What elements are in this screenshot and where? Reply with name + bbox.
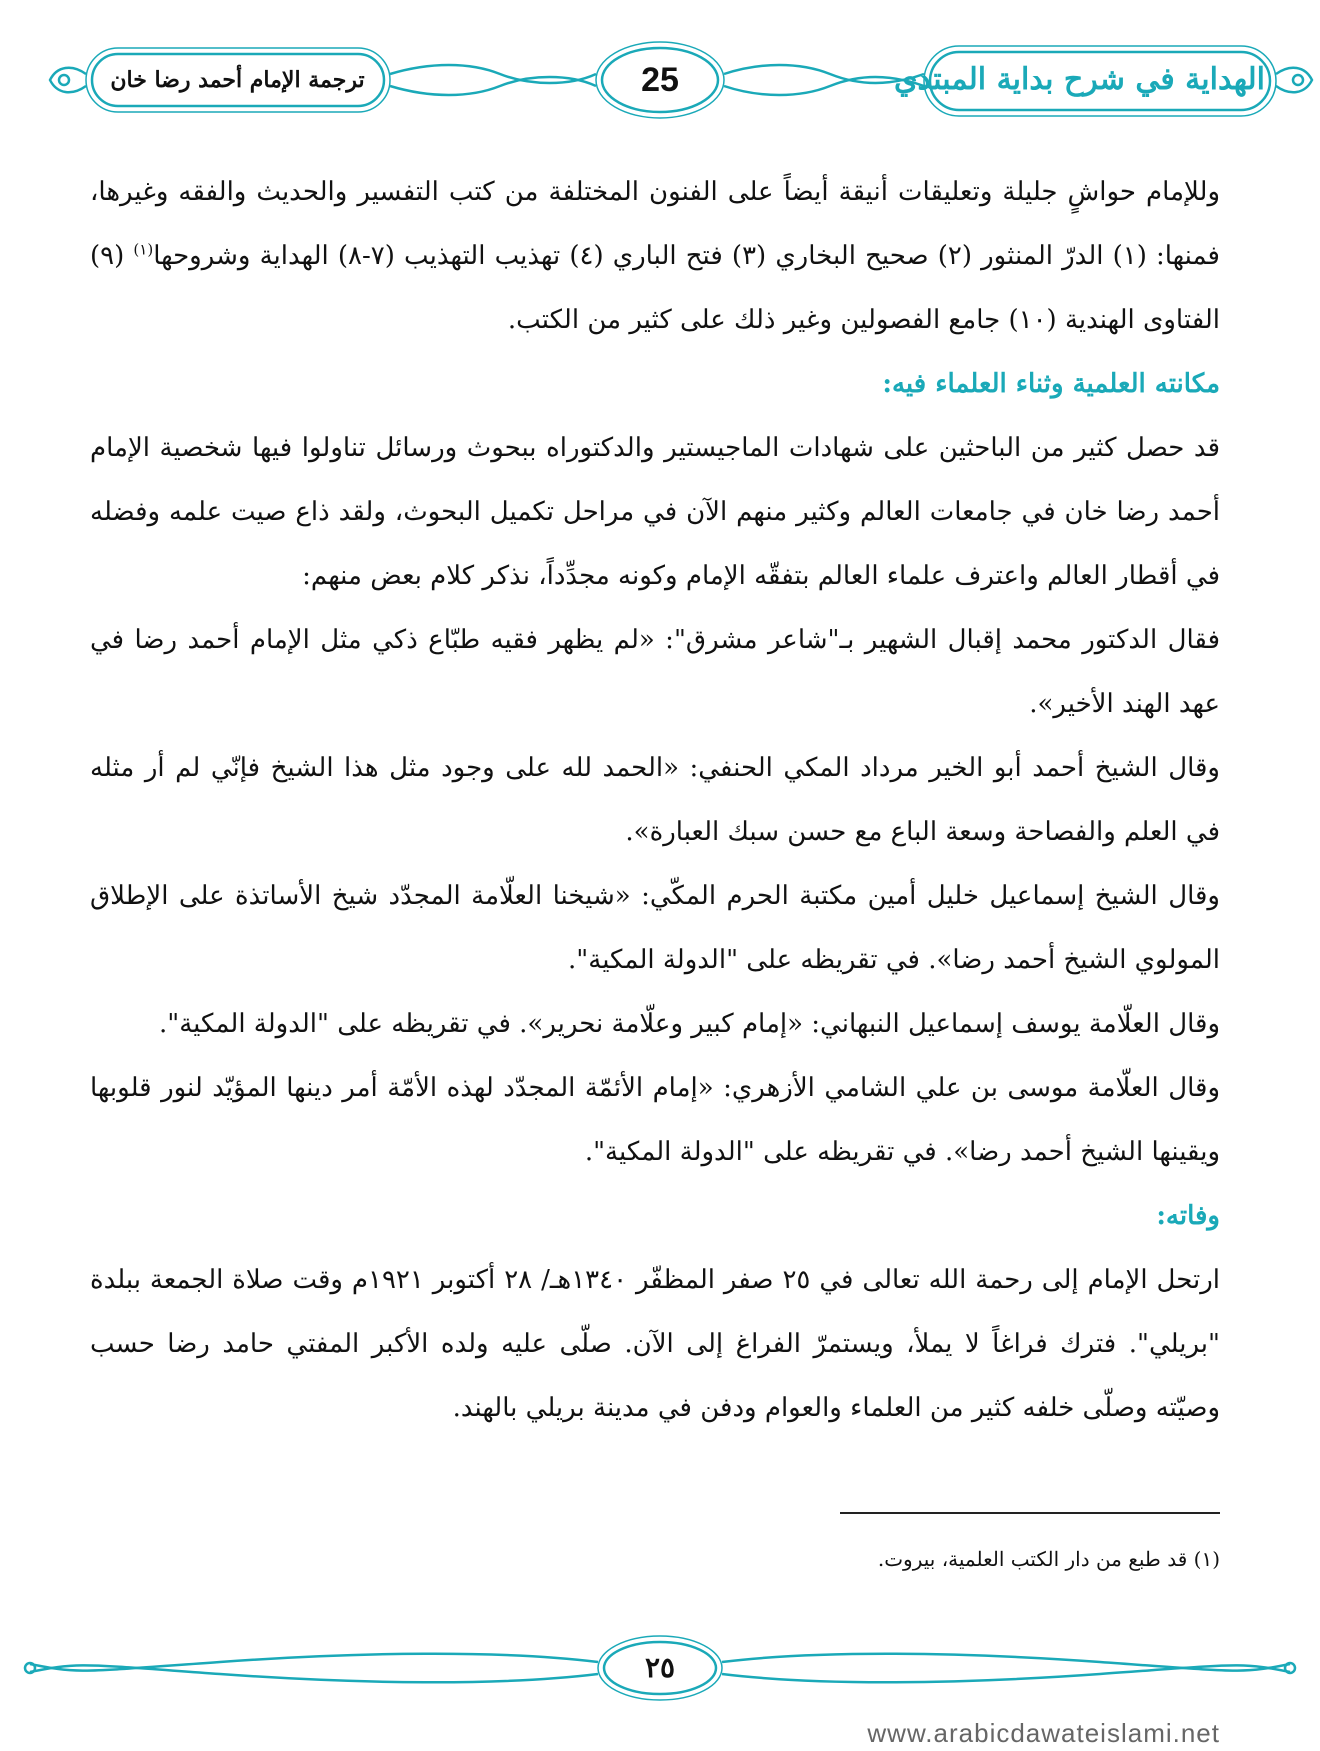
book-title: الهداية في شرح بداية المبتدي [893, 62, 1265, 97]
paragraph-mirdad-quote: وقال الشيخ أحمد أبو الخير مرداد المكي الحنفي: «الحمد لله على وجود مثل هذا الشيخ فإنّي لم أر مثله في العلم والفصاحة وسعة الباع مع حسن سبك العبارة». [90, 753, 1220, 847]
page-header [0, 0, 1320, 150]
paragraph-ismail-khalil-quote: وقال الشيخ إسماعيل خليل أمين مكتبة الحرم المكّي: «شيخنا العلّامة المجدّد شيخ الأساتذة على الإطلاق المولوي الشيخ أحمد رضا». في تقريظه على "الدولة المكية". [90, 881, 1220, 975]
footer-page-number: ٢٥ [644, 1651, 676, 1684]
paragraph-shami-quote: وقال العلّامة موسى بن علي الشامي الأزهري: «إمام الأئمّة المجدّد لهذه الأمّة أمر دينها المؤيّد لنور قلوبها ويقينها الشيخ أحمد رضا». في تقريظه على "الدولة المكية". [90, 1073, 1220, 1167]
header-page-number: 25 [641, 61, 679, 99]
paragraph-death: ارتحل الإمام إلى رحمة الله تعالى في ٢٥ صفر المظفّر ١٣٤٠هـ/ ٢٨ أكتوبر ١٩٢١م وقت صلاة الجمعة ببلدة "بريلي". فترك فراغاً لا يملأ، ويستمرّ الفراغ إلى الآن. صلّى عليه ولده الأكبر المفتي حامد رضا حسب وصيّته وصلّى خلفه كثير من العلماء والعوام ودفن في مدينة بريلي بالهند. [90, 1265, 1220, 1423]
footnote: (١) قد طبع من دار الكتب العلمية، بيروت. [877, 1547, 1220, 1571]
paragraph-researchers: قد حصل كثير من الباحثين على شهادات الماجيستير والدكتوراه ببحوث ورسائل تناولوا فيها شخصية الإمام أحمد رضا خان في جامعات العالم وكثير منهم الآن في مراحل تكميل البحوث، ولقد ذاع صيت علمه وفضله في أقطار العالم واعترف علماء العالم بتفقّه الإمام وكونه مجدِّداً، نذكر كلام بعض منهم: [90, 433, 1220, 591]
footnote-reference[interactable]: (١) [133, 240, 154, 259]
section-heading-death: وفاته: [1156, 1201, 1220, 1231]
page-content [90, 160, 1220, 1440]
paragraph-text: وللإمام حواشٍ جليلة وتعليقات أنيقة أيضاً على الفنون المختلفة من كتب التفسير والحديث والفقه وغيرها، فمنها: (١) الدرّ المنثور (٢) صحيح البخاري (٣) فتح الباري (٤) تهذيب التهذيب (٧-٨) الهداية وشروحها [90, 177, 1220, 271]
website-link[interactable]: www.arabicdawateislami.net [867, 1718, 1220, 1748]
paragraph-text: (٩) الفتاوى الهندية (١٠) جامع الفصولين وغير ذلك على كثير من الكتب. [90, 241, 1220, 335]
footnote-divider [840, 1512, 1220, 1514]
section-heading-status: مكانته العلمية وثناء العلماء فيه: [882, 369, 1220, 399]
paragraph-nabhani-quote: وقال العلّامة يوسف إسماعيل النبهاني: «إمام كبير وعلّامة نحرير». في تقريظه على "الدولة المكية". [159, 1009, 1220, 1039]
paragraph-iqbal-quote: فقال الدكتور محمد إقبال الشهير بـ"شاعر مشرق": «لم يظهر فقيه طبّاع ذكي مثل الإمام أحمد رضا في عهد الهند الأخير». [90, 625, 1220, 719]
page-footer [0, 1630, 1320, 1710]
paragraph-commentaries [90, 160, 1220, 352]
section-title: ترجمة الإمام أحمد رضا خان [110, 67, 365, 93]
